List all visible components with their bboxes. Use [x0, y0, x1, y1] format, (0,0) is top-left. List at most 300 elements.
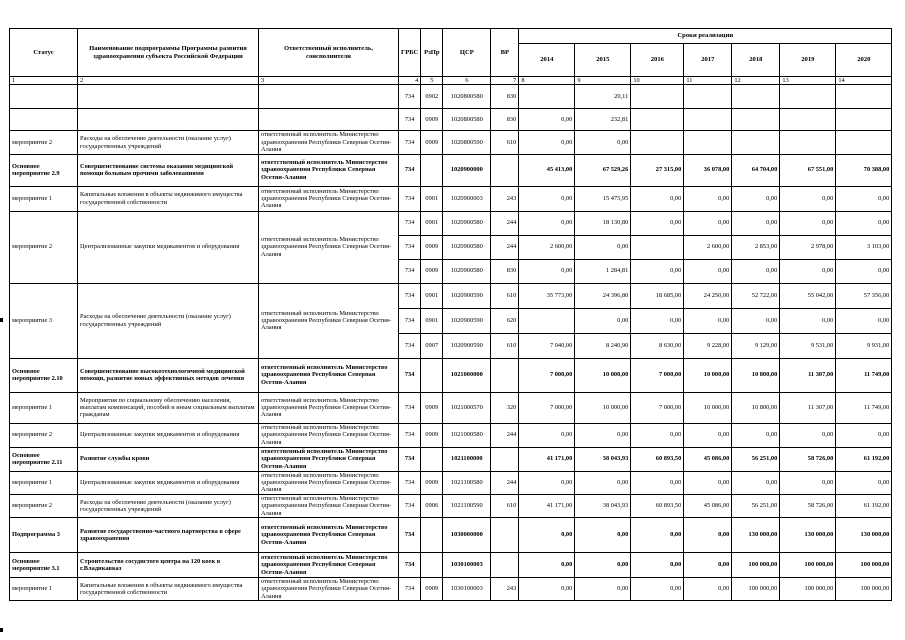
row-year-value: 0,00: [575, 235, 631, 259]
row-year-value: 0,00: [684, 423, 732, 447]
row-year-value: 9 931,00: [836, 333, 892, 358]
row-year-value: 0,00: [631, 259, 684, 283]
row-year-value: 0,00: [519, 259, 575, 283]
row-name: Строительство сосудистого центра на 120 коек в г.Владикавказ: [78, 553, 259, 578]
header-year: 2016: [631, 44, 684, 77]
row-year-value: [836, 85, 892, 109]
column-index: 8: [519, 77, 575, 85]
table-row: [10, 553, 892, 578]
row-year-value: 0,00: [684, 518, 732, 553]
row-year-value: 1 284,81: [575, 259, 631, 283]
table-row: [10, 358, 892, 392]
row-year-value: 0,00: [780, 308, 836, 333]
row-csr: 1021000580: [443, 423, 491, 447]
row-year-value: 58 726,00: [780, 494, 836, 517]
row-responsible: ответственный исполнитель Министерство здравоохранения Республики Северная Осетия-Алания: [259, 494, 399, 517]
row-year-value: 60 893,50: [631, 447, 684, 471]
column-index: 7: [491, 77, 519, 85]
table-row: [10, 578, 892, 601]
row-vr: 610: [491, 131, 519, 154]
row-csr: 1020900580: [443, 235, 491, 259]
row-year-value: 0,00: [780, 211, 836, 235]
row-year-value: [684, 85, 732, 109]
row-vr: 830: [491, 85, 519, 109]
row-vr: 830: [491, 259, 519, 283]
row-year-value: 100 000,00: [780, 553, 836, 578]
row-grbs: 734: [399, 471, 421, 494]
row-year-value: 0,00: [836, 259, 892, 283]
row-rzpr: 0907: [421, 333, 443, 358]
row-grbs: 734: [399, 85, 421, 109]
row-year-value: 0,00: [519, 109, 575, 131]
row-year-value: 11 749,00: [836, 392, 892, 423]
row-status: Подпрограмма 3: [10, 518, 78, 553]
row-rzpr: 0909: [421, 392, 443, 423]
row-rzpr: 0909: [421, 235, 443, 259]
header-rzpr: РзПр: [421, 29, 443, 77]
row-responsible: ответственный исполнитель Министерство здравоохранения Республики Северная Осетия-Алания: [259, 392, 399, 423]
row-year-value: 100 000,00: [836, 578, 892, 601]
row-rzpr: 0909: [421, 259, 443, 283]
row-year-value: 0,00: [519, 553, 575, 578]
row-name: Централизованные закупки медикаментов и оборудования: [78, 423, 259, 447]
row-year-value: 0,00: [631, 423, 684, 447]
row-csr: 1020900003: [443, 186, 491, 211]
row-csr: 1020900590: [443, 283, 491, 308]
row-year-value: 0,00: [836, 211, 892, 235]
row-rzpr: 0909: [421, 471, 443, 494]
row-vr: [491, 553, 519, 578]
row-csr: 1021100590: [443, 494, 491, 517]
row-responsible: ответственный исполнитель Министерство здравоохранения Республики Северная Осетия-Алания: [259, 553, 399, 578]
row-year-value: 0,00: [684, 186, 732, 211]
row-year-value: 0,00: [780, 186, 836, 211]
row-rzpr: [421, 154, 443, 186]
row-grbs: 734: [399, 518, 421, 553]
row-year-value: 0,00: [732, 423, 780, 447]
row-year-value: 0,00: [684, 308, 732, 333]
row-responsible: ответственный исполнитель Министерство здравоохранения Республики Северная Осетия-Алания: [259, 518, 399, 553]
row-year-value: [519, 308, 575, 333]
row-year-value: 0,00: [631, 553, 684, 578]
table-row: [10, 494, 892, 517]
column-index-row: [10, 77, 892, 85]
row-vr: [491, 154, 519, 186]
row-status: мероприятие 1: [10, 471, 78, 494]
row-status: Основное мероприятие 2.9: [10, 154, 78, 186]
row-grbs: 734: [399, 392, 421, 423]
row-year-value: 0,00: [836, 423, 892, 447]
row-year-value: 58 726,00: [780, 447, 836, 471]
row-year-value: 9 228,00: [684, 333, 732, 358]
row-grbs: 734: [399, 235, 421, 259]
row-year-value: 7 000,00: [519, 392, 575, 423]
row-year-value: 0,00: [519, 471, 575, 494]
row-year-value: 7 000,00: [631, 392, 684, 423]
row-year-value: 7 000,00: [631, 358, 684, 392]
row-name: Совершенствование системы оказания медицинской помощи больным прочими заболеваниями: [78, 154, 259, 186]
row-grbs: 734: [399, 154, 421, 186]
header-year: 2014: [519, 44, 575, 77]
row-year-value: 130 000,00: [836, 518, 892, 553]
row-name: Централизованные закупки медикаментов и оборудования: [78, 211, 259, 283]
row-status: мероприятие 1: [10, 392, 78, 423]
row-year-value: 0,00: [575, 518, 631, 553]
row-grbs: 734: [399, 186, 421, 211]
row-year-value: 11 307,00: [780, 358, 836, 392]
row-year-value: 0,00: [631, 471, 684, 494]
row-responsible: [259, 109, 399, 131]
row-year-value: 2 853,00: [732, 235, 780, 259]
row-year-value: 67 529,26: [575, 154, 631, 186]
row-year-value: 0,00: [575, 553, 631, 578]
budget-table: [9, 28, 892, 601]
column-index: 2: [78, 77, 259, 85]
row-year-value: 100 000,00: [732, 578, 780, 601]
budget-table-sheet: [9, 28, 892, 601]
row-responsible: ответственный исполнитель Министерство здравоохранения Республики Северная Осетия-Алания: [259, 447, 399, 471]
row-name: Развитие государственно-частного партнерства в сфере здравоохранения: [78, 518, 259, 553]
row-status: Основное мероприятие 2.11: [10, 447, 78, 471]
row-year-value: 38 043,93: [575, 447, 631, 471]
row-year-value: 0,00: [684, 578, 732, 601]
row-rzpr: 0901: [421, 308, 443, 333]
row-year-value: 0,00: [519, 578, 575, 601]
row-year-value: 57 356,00: [836, 283, 892, 308]
row-year-value: 100 000,00: [836, 553, 892, 578]
row-vr: 243: [491, 186, 519, 211]
row-year-value: [836, 109, 892, 131]
row-year-value: [519, 85, 575, 109]
row-csr: 1030100003: [443, 578, 491, 601]
row-year-value: 24 250,00: [684, 283, 732, 308]
row-year-value: 0,00: [575, 578, 631, 601]
row-year-value: 38 043,93: [575, 494, 631, 517]
row-year-value: 41 171,00: [519, 447, 575, 471]
column-index: 12: [732, 77, 780, 85]
row-year-value: 8 630,00: [631, 333, 684, 358]
row-rzpr: [421, 553, 443, 578]
row-grbs: 734: [399, 333, 421, 358]
table-row: [10, 211, 892, 235]
row-year-value: 9 531,00: [780, 333, 836, 358]
row-csr: 1020900590: [443, 308, 491, 333]
row-vr: 610: [491, 333, 519, 358]
column-index: 3: [259, 77, 399, 85]
table-header: [10, 29, 892, 85]
row-year-value: 0,00: [780, 423, 836, 447]
row-year-value: 0,00: [732, 308, 780, 333]
row-year-value: 36 078,00: [684, 154, 732, 186]
row-csr: 1020900580: [443, 211, 491, 235]
row-year-value: [631, 85, 684, 109]
row-year-value: [684, 109, 732, 131]
header-csr: ЦСР: [443, 29, 491, 77]
table-row: [10, 85, 892, 109]
row-year-value: 100 000,00: [732, 553, 780, 578]
row-csr: 1030000000: [443, 518, 491, 553]
row-grbs: 734: [399, 494, 421, 517]
row-year-value: 0,00: [732, 471, 780, 494]
row-year-value: 64 704,00: [732, 154, 780, 186]
row-year-value: [684, 131, 732, 154]
row-year-value: 2 600,00: [519, 235, 575, 259]
row-vr: 244: [491, 471, 519, 494]
row-year-value: [631, 235, 684, 259]
row-year-value: [780, 85, 836, 109]
row-year-value: 130 000,00: [732, 518, 780, 553]
row-vr: 244: [491, 235, 519, 259]
row-vr: 830: [491, 109, 519, 131]
row-year-value: 232,81: [575, 109, 631, 131]
row-rzpr: [421, 447, 443, 471]
row-year-value: 60 893,50: [631, 494, 684, 517]
row-rzpr: 0909: [421, 423, 443, 447]
row-year-value: 100 000,00: [780, 578, 836, 601]
row-year-value: 0,00: [631, 518, 684, 553]
row-year-value: [836, 131, 892, 154]
row-status: мероприятие 2: [10, 131, 78, 154]
row-year-value: 0,00: [519, 131, 575, 154]
row-name: Капитальные вложения в объекты недвижимого имущества государственной собственности: [78, 578, 259, 601]
row-year-value: 0,00: [836, 471, 892, 494]
table-row: [10, 154, 892, 186]
row-rzpr: 0901: [421, 186, 443, 211]
row-year-value: 0,00: [732, 186, 780, 211]
row-responsible: ответственный исполнитель Министерство здравоохранения Республики Северная Осетия-Алания: [259, 578, 399, 601]
row-year-value: 56 251,00: [732, 494, 780, 517]
row-year-value: 10 000,00: [684, 392, 732, 423]
row-year-value: 0,00: [575, 308, 631, 333]
row-csr: 1020800590: [443, 131, 491, 154]
margin-mark: [0, 628, 3, 632]
table-row: [10, 283, 892, 308]
row-grbs: 734: [399, 259, 421, 283]
row-status: мероприятие 2: [10, 211, 78, 283]
row-year-value: 0,00: [519, 518, 575, 553]
table-row: [10, 109, 892, 131]
row-year-value: 0,00: [631, 308, 684, 333]
row-grbs: 734: [399, 131, 421, 154]
row-csr: 1021000000: [443, 358, 491, 392]
row-year-value: 18 685,00: [631, 283, 684, 308]
row-rzpr: 0909: [421, 578, 443, 601]
row-year-value: 0,00: [631, 186, 684, 211]
row-year-value: 0,00: [780, 259, 836, 283]
row-year-value: 45 086,00: [684, 447, 732, 471]
column-index: 13: [780, 77, 836, 85]
row-year-value: 0,00: [575, 131, 631, 154]
row-status: мероприятие 2: [10, 494, 78, 517]
row-vr: 620: [491, 308, 519, 333]
row-year-value: 7 000,00: [519, 358, 575, 392]
row-year-value: 0,00: [684, 471, 732, 494]
row-name: Централизованные закупки медикаментов и оборудования: [78, 471, 259, 494]
column-index: 10: [631, 77, 684, 85]
row-grbs: 734: [399, 308, 421, 333]
row-year-value: 11 749,00: [836, 358, 892, 392]
row-year-value: 35 773,00: [519, 283, 575, 308]
row-responsible: ответственный исполнитель Министерство здравоохранения Республики Северная Осетия-Алания: [259, 471, 399, 494]
row-vr: 610: [491, 283, 519, 308]
row-status: мероприятие 3: [10, 283, 78, 358]
row-year-value: [631, 131, 684, 154]
column-index: 4: [399, 77, 421, 85]
row-year-value: 67 551,00: [780, 154, 836, 186]
row-name: Расходы на обеспечение деятельности (оказание услуг) государственных учреждений: [78, 131, 259, 154]
row-year-value: 10 800,00: [732, 392, 780, 423]
row-rzpr: [421, 518, 443, 553]
table-row: [10, 186, 892, 211]
header-year: 2020: [836, 44, 892, 77]
row-responsible: ответственный исполнитель Министерство здравоохранения Республики Северная Осетия-Алания: [259, 423, 399, 447]
header-status: Статус: [10, 29, 78, 77]
row-status: [10, 85, 78, 109]
row-status: Основное мероприятие 3.1: [10, 553, 78, 578]
row-vr: 610: [491, 494, 519, 517]
row-grbs: 734: [399, 423, 421, 447]
row-name: Совершенствование высокотехнологичной медицинской помощи, развитие новых эффективных методов лечения: [78, 358, 259, 392]
row-year-value: 0,00: [836, 186, 892, 211]
table-row: [10, 392, 892, 423]
row-csr: 1020900590: [443, 333, 491, 358]
row-csr: 1021100580: [443, 471, 491, 494]
row-year-value: [732, 85, 780, 109]
row-year-value: 2 978,00: [780, 235, 836, 259]
row-grbs: 734: [399, 358, 421, 392]
row-year-value: 0,00: [631, 578, 684, 601]
header-grbs: ГРБС: [399, 29, 421, 77]
row-year-value: 55 042,00: [780, 283, 836, 308]
table-row: [10, 423, 892, 447]
row-name: Расходы на обеспечение деятельности (оказание услуг) государственных учреждений: [78, 494, 259, 517]
row-csr: 1021100000: [443, 447, 491, 471]
row-year-value: 0,00: [575, 471, 631, 494]
row-year-value: 0,00: [684, 553, 732, 578]
row-year-value: 15 475,95: [575, 186, 631, 211]
row-year-value: 41 171,00: [519, 494, 575, 517]
row-year-value: 130 000,00: [780, 518, 836, 553]
row-year-value: [780, 131, 836, 154]
row-year-value: 10 800,00: [732, 358, 780, 392]
row-rzpr: 0902: [421, 85, 443, 109]
row-grbs: 734: [399, 447, 421, 471]
row-status: Основное мероприятие 2.10: [10, 358, 78, 392]
row-csr: 1020800580: [443, 85, 491, 109]
row-csr: 1020900000: [443, 154, 491, 186]
row-year-value: 0,00: [684, 259, 732, 283]
row-responsible: ответственный исполнитель Министерство здравоохранения Республики Северная Осетия-Алания: [259, 131, 399, 154]
header-name: Наименование подпрограммы Программы развития здравоохранения субъекта Российской Федерации: [78, 29, 259, 77]
row-year-value: 0,00: [575, 423, 631, 447]
row-grbs: 734: [399, 211, 421, 235]
row-csr: 1020800580: [443, 109, 491, 131]
header-terms: Сроки реализации: [519, 29, 892, 44]
row-vr: [491, 518, 519, 553]
row-year-value: [732, 109, 780, 131]
row-name: Развитие службы крови: [78, 447, 259, 471]
row-year-value: 10 000,00: [575, 358, 631, 392]
table-row: [10, 471, 892, 494]
row-vr: 320: [491, 392, 519, 423]
row-csr: 1020900580: [443, 259, 491, 283]
column-index: 11: [684, 77, 732, 85]
row-year-value: 8 240,90: [575, 333, 631, 358]
row-year-value: 0,00: [732, 259, 780, 283]
row-rzpr: 0906: [421, 494, 443, 517]
row-vr: 244: [491, 423, 519, 447]
row-responsible: ответственный исполнитель Министерство здравоохранения Республики Северная Осетия-Алания: [259, 211, 399, 283]
row-year-value: 70 388,00: [836, 154, 892, 186]
table-row: [10, 518, 892, 553]
row-year-value: 7 040,00: [519, 333, 575, 358]
row-name: [78, 109, 259, 131]
row-year-value: 10 000,00: [575, 392, 631, 423]
row-year-value: 27 315,00: [631, 154, 684, 186]
column-index: 1: [10, 77, 78, 85]
row-year-value: 0,00: [780, 471, 836, 494]
row-vr: 244: [491, 211, 519, 235]
row-status: мероприятие 1: [10, 186, 78, 211]
row-rzpr: 0901: [421, 211, 443, 235]
row-csr: 1030100003: [443, 553, 491, 578]
row-grbs: 734: [399, 578, 421, 601]
header-year: 2017: [684, 44, 732, 77]
row-rzpr: [421, 358, 443, 392]
row-year-value: 18 130,80: [575, 211, 631, 235]
row-status: мероприятие 1: [10, 578, 78, 601]
header-year: 2019: [780, 44, 836, 77]
row-vr: 243: [491, 578, 519, 601]
row-grbs: 734: [399, 283, 421, 308]
row-name: Капитальные вложения в объекты недвижимого имущества государственной собственности: [78, 186, 259, 211]
row-year-value: 11 307,00: [780, 392, 836, 423]
row-rzpr: 0909: [421, 131, 443, 154]
row-rzpr: 0901: [421, 283, 443, 308]
row-vr: [491, 358, 519, 392]
margin-mark: [0, 318, 3, 322]
column-index: 6: [443, 77, 491, 85]
row-year-value: 0,00: [519, 211, 575, 235]
column-index: 9: [575, 77, 631, 85]
row-vr: [491, 447, 519, 471]
table-body: [10, 85, 892, 601]
row-year-value: 2 600,00: [684, 235, 732, 259]
table-row: [10, 447, 892, 471]
row-year-value: 0,00: [684, 211, 732, 235]
row-rzpr: 0909: [421, 109, 443, 131]
row-status: [10, 109, 78, 131]
row-grbs: 734: [399, 109, 421, 131]
row-status: мероприятие 2: [10, 423, 78, 447]
row-year-value: [631, 109, 684, 131]
header-responsible: Ответственный исполнитель, соисполнители: [259, 29, 399, 77]
row-year-value: 24 396,80: [575, 283, 631, 308]
row-name: Мероприятия по социальному обеспечению населения, выплатам компенсаций, пособий и иным социальным выплатам гражданам: [78, 392, 259, 423]
row-year-value: 0,00: [732, 211, 780, 235]
row-year-value: [732, 131, 780, 154]
table-row: [10, 131, 892, 154]
row-year-value: 56 251,00: [732, 447, 780, 471]
row-csr: 1021000570: [443, 392, 491, 423]
row-responsible: [259, 85, 399, 109]
row-year-value: 52 722,00: [732, 283, 780, 308]
row-year-value: 45 086,00: [684, 494, 732, 517]
row-year-value: 45 413,00: [519, 154, 575, 186]
row-year-value: 0,00: [519, 423, 575, 447]
row-year-value: 3 103,00: [836, 235, 892, 259]
column-index: 5: [421, 77, 443, 85]
